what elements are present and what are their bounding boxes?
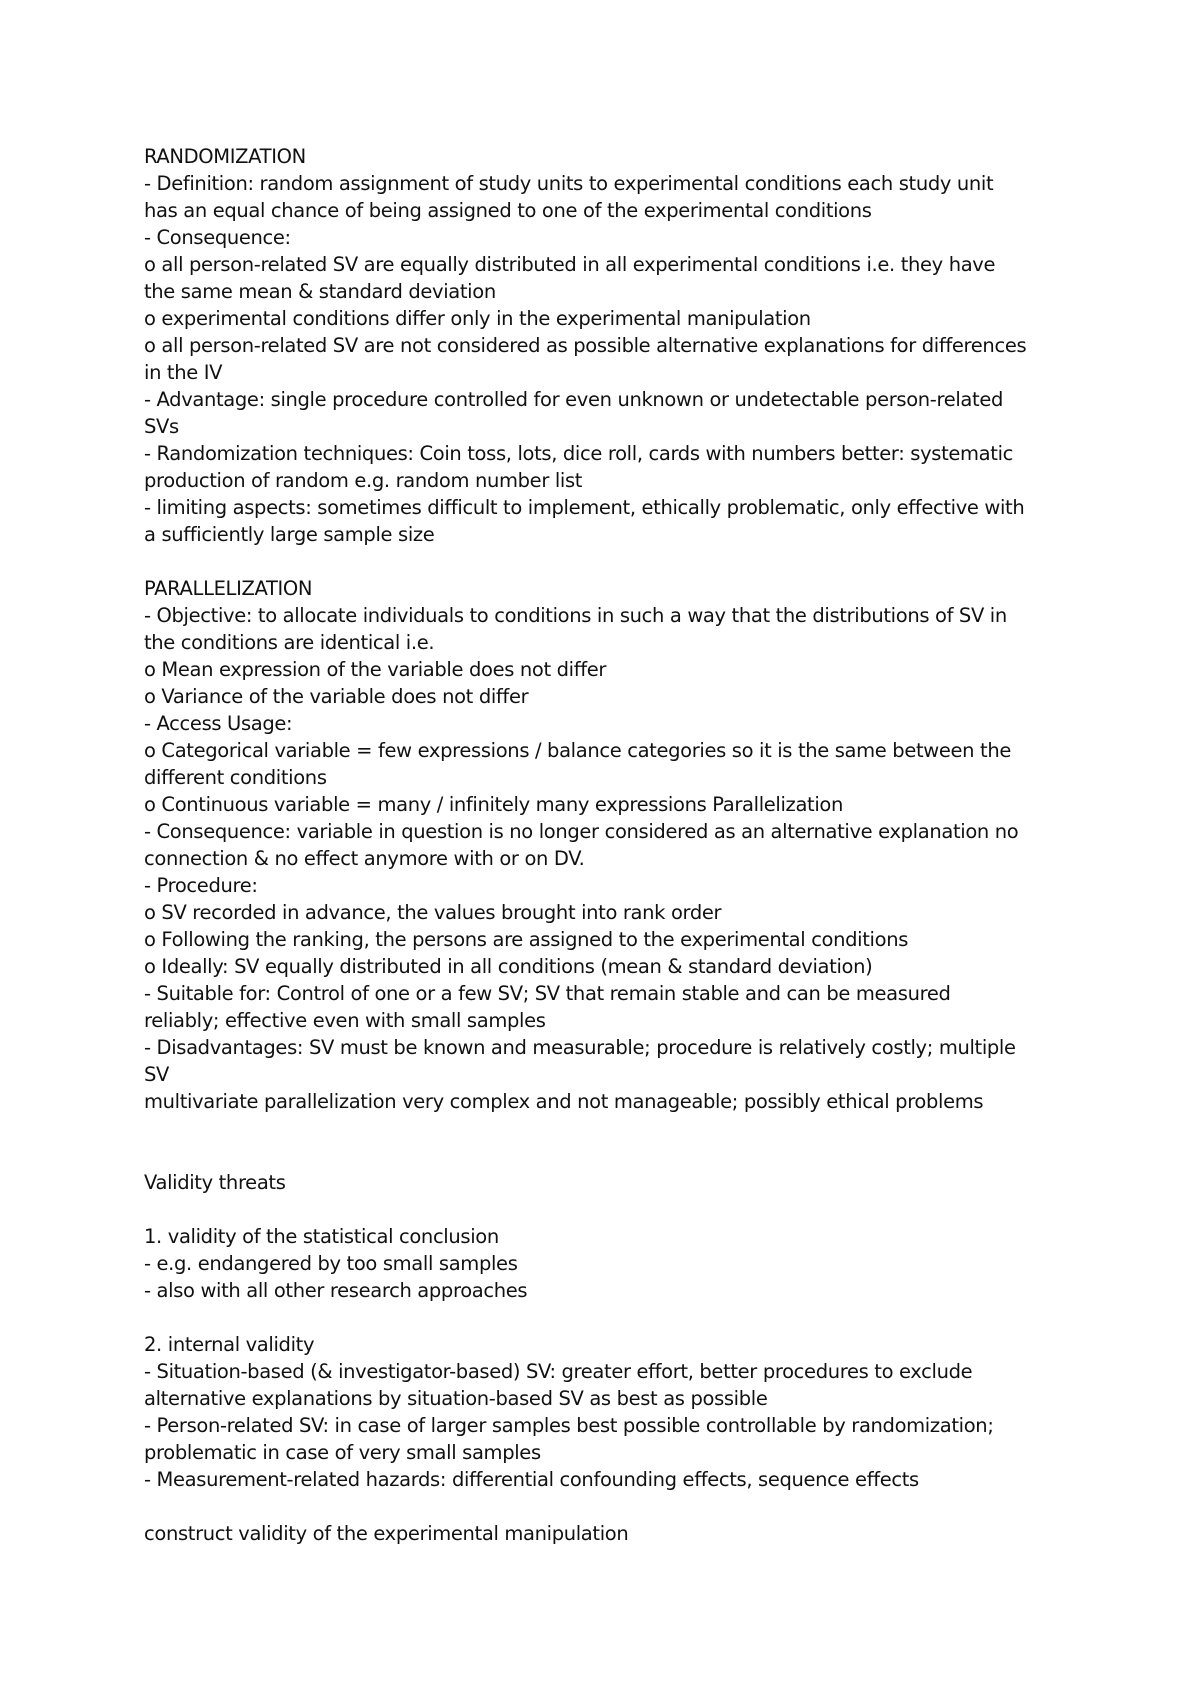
section-spacer xyxy=(144,548,1074,575)
validity-section xyxy=(144,1169,1074,1547)
randomization-line: the same mean & standard deviation xyxy=(144,280,496,303)
parallelization-line: - Disadvantages: SV must be known and measurable; procedure is relatively costly; multiple xyxy=(144,1036,1016,1059)
parallelization-line: o SV recorded in advance, the values brought into rank order xyxy=(144,901,722,924)
parallelization-line: connection & no effect anymore with or on DV. xyxy=(144,847,585,870)
internal-validity-line: - Situation-based (& investigator-based) SV: greater effort, better procedures to exclude xyxy=(144,1360,973,1383)
randomization-line: o all person-related SV are not considered as possible alternative explanations for differences xyxy=(144,334,1027,357)
statistical-validity-title: 1. validity of the statistical conclusion xyxy=(144,1225,499,1248)
internal-validity-line: - Person-related SV: in case of larger samples best possible controllable by randomization; xyxy=(144,1414,994,1437)
randomization-line: - Randomization techniques: Coin toss, lots, dice roll, cards with numbers better: systematic xyxy=(144,442,1014,465)
section-spacer xyxy=(144,1493,1074,1520)
internal-validity-line: alternative explanations by situation-based SV as best as possible xyxy=(144,1387,768,1410)
parallelization-line: - Suitable for: Control of one or a few SV; SV that remain stable and can be measured xyxy=(144,982,951,1005)
parallelization-section xyxy=(144,575,1074,1115)
internal-validity-title: 2. internal validity xyxy=(144,1333,315,1356)
parallelization-line: - Objective: to allocate individuals to conditions in such a way that the distributions of SV in xyxy=(144,604,1007,627)
parallelization-line: - Access Usage: xyxy=(144,712,293,735)
randomization-line: has an equal chance of being assigned to one of the experimental conditions xyxy=(144,199,872,222)
parallelization-line: - Procedure: xyxy=(144,874,258,897)
randomization-line: - Advantage: single procedure controlled for even unknown or undetectable person-related xyxy=(144,388,1003,411)
internal-validity-line: - Measurement-related hazards: differential confounding effects, sequence effects xyxy=(144,1468,919,1491)
parallelization-line: SV xyxy=(144,1063,170,1086)
parallelization-heading: PARALLELIZATION xyxy=(144,577,313,600)
parallelization-line: reliably; effective even with small samples xyxy=(144,1009,546,1032)
randomization-heading: RANDOMIZATION xyxy=(144,145,306,168)
statistical-validity-line: - e.g. endangered by too small samples xyxy=(144,1252,518,1275)
randomization-line: o experimental conditions differ only in the experimental manipulation xyxy=(144,307,811,330)
validity-heading: Validity threats xyxy=(144,1171,286,1194)
randomization-line: in the IV xyxy=(144,361,223,384)
parallelization-line: - Consequence: variable in question is no longer considered as an alternative explanation no xyxy=(144,820,1019,843)
randomization-line: production of random e.g. random number list xyxy=(144,469,583,492)
parallelization-line: different conditions xyxy=(144,766,327,789)
internal-validity-line: problematic in case of very small samples xyxy=(144,1441,541,1464)
randomization-line: - Definition: random assignment of study units to experimental conditions each study unit xyxy=(144,172,994,195)
section-spacer xyxy=(144,1115,1074,1169)
randomization-line: - limiting aspects: sometimes difficult to implement, ethically problematic, only effective with xyxy=(144,496,1025,519)
parallelization-line: o Categorical variable = few expressions / balance categories so it is the same between the xyxy=(144,739,1011,762)
randomization-line: a sufficiently large sample size xyxy=(144,523,435,546)
document-page xyxy=(144,143,1074,1547)
parallelization-line: o Variance of the variable does not differ xyxy=(144,685,529,708)
randomization-line: o all person-related SV are equally distributed in all experimental conditions i.e. they have xyxy=(144,253,996,276)
parallelization-line: the conditions are identical i.e. xyxy=(144,631,435,654)
parallelization-line: o Continuous variable = many / infinitely many expressions Parallelization xyxy=(144,793,843,816)
parallelization-line: o Mean expression of the variable does not differ xyxy=(144,658,607,681)
section-spacer xyxy=(144,1304,1074,1331)
parallelization-line: o Ideally: SV equally distributed in all conditions (mean & standard deviation) xyxy=(144,955,873,978)
parallelization-line: multivariate parallelization very complex and not manageable; possibly ethical problems xyxy=(144,1090,984,1113)
construct-validity-title: construct validity of the experimental manipulation xyxy=(144,1522,629,1545)
randomization-line: SVs xyxy=(144,415,179,438)
randomization-section xyxy=(144,143,1074,548)
parallelization-line: o Following the ranking, the persons are assigned to the experimental conditions xyxy=(144,928,909,951)
randomization-line: - Consequence: xyxy=(144,226,291,249)
section-spacer xyxy=(144,1196,1074,1223)
statistical-validity-line: - also with all other research approaches xyxy=(144,1279,528,1302)
